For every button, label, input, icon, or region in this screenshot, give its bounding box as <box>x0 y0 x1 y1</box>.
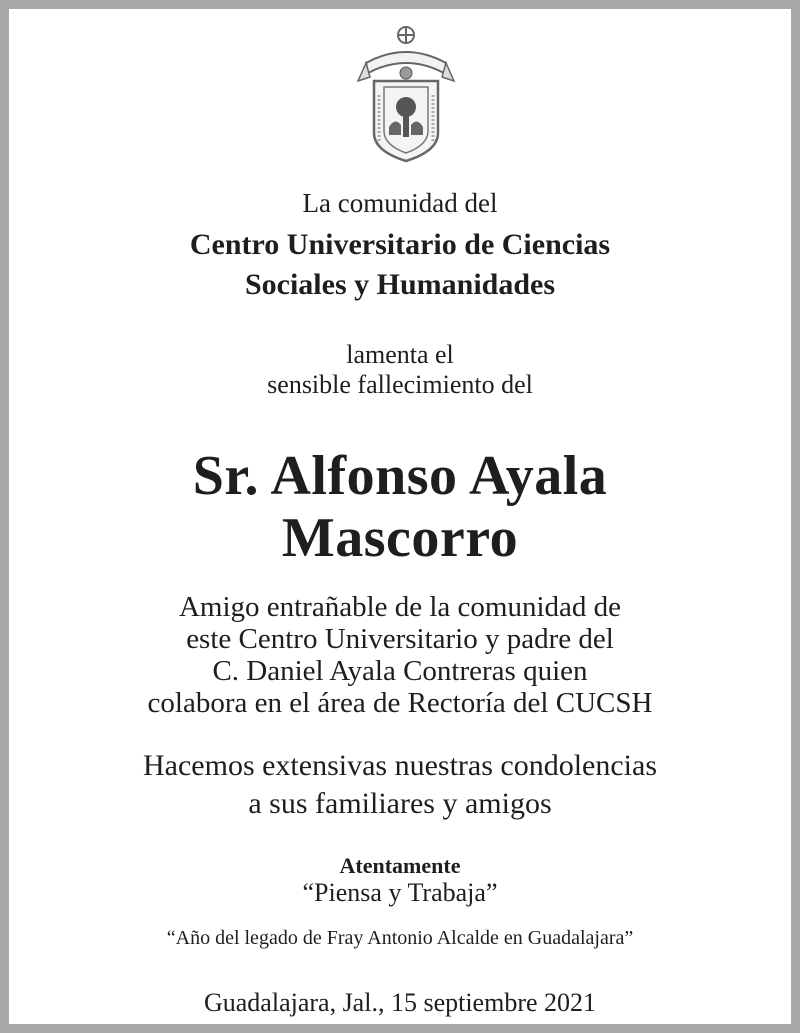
closing-text: Atentamente <box>339 853 461 878</box>
lament-line-2: sensible fallecimiento del <box>267 370 533 399</box>
deceased-name-line-2: Mascorro <box>281 507 519 569</box>
lament-text <box>9 340 791 400</box>
deceased-name <box>9 445 791 569</box>
university-crest-logo <box>356 23 456 165</box>
lament-line-1: lamenta el <box>346 340 454 369</box>
description-text <box>9 591 791 719</box>
description-line-4: colabora en el área de Rectoría del CUCSH <box>147 687 653 719</box>
condolences-line-2: a sus familiares y amigos <box>248 787 552 820</box>
condolences-line-1: Hacemos extensivas nuestras condolencias <box>143 749 657 782</box>
intro-text: La comunidad del <box>302 188 498 218</box>
center-name-line-2: Sociales y Humanidades <box>244 268 556 301</box>
obituary-notice <box>9 9 791 1024</box>
year-legend: “Año del legado de Fray Antonio Alcalde en Guadalajara” <box>166 927 634 949</box>
condolences-text <box>9 747 791 823</box>
deceased-name-line-1: Sr. Alfonso Ayala <box>192 445 608 507</box>
place-date: Guadalajara, Jal., 15 septiembre 2021 <box>203 988 597 1017</box>
center-name-line-1: Centro Universitario de Ciencias <box>189 228 611 261</box>
motto-text: “Piensa y Trabaja” <box>302 878 498 907</box>
description-line-3: C. Daniel Ayala Contreras quien <box>212 655 588 687</box>
description-line-2: este Centro Universitario y padre del <box>186 623 614 655</box>
description-line-1: Amigo entrañable de la comunidad de <box>178 591 622 623</box>
university-center-name <box>9 225 791 305</box>
